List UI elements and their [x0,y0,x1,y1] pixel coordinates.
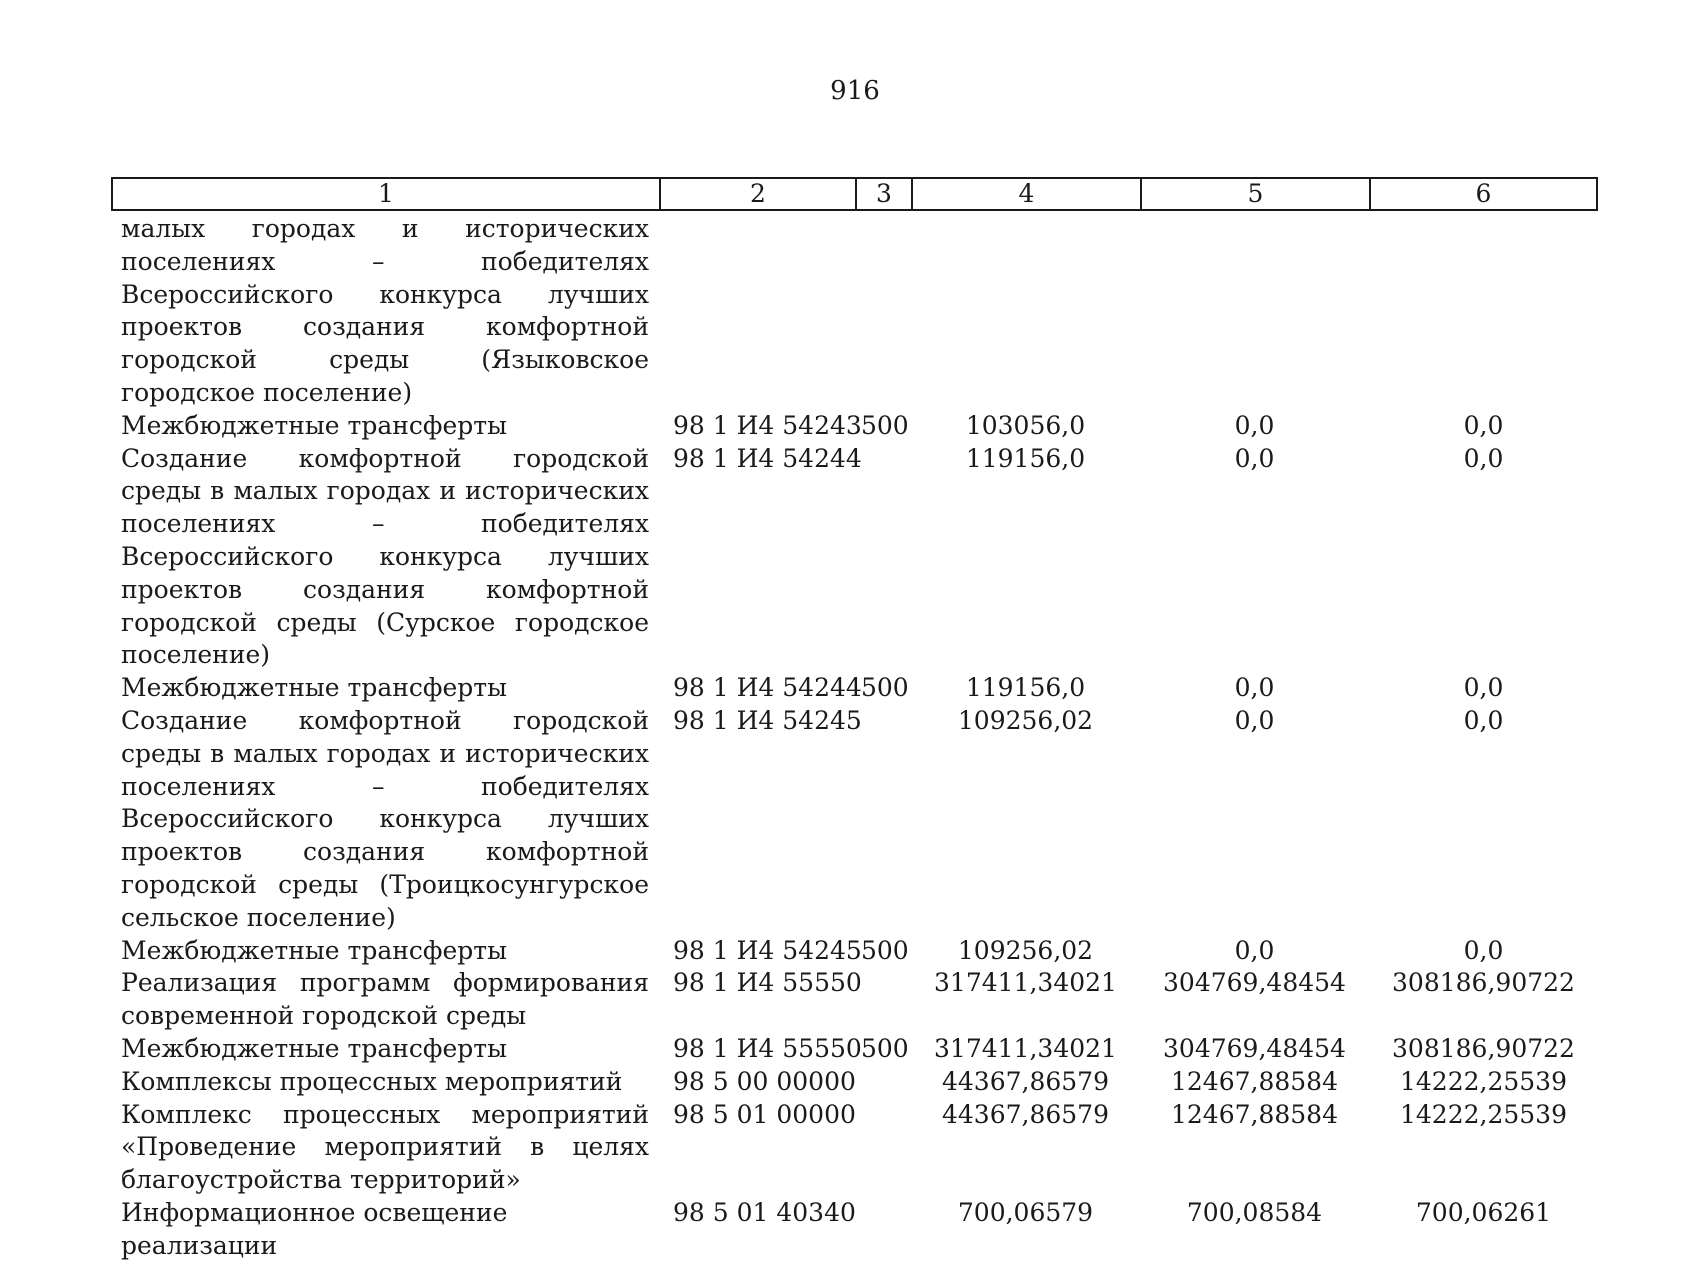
row-code: 98 5 01 40340 [673,1197,856,1227]
row-value-col4: 44367,86579 [941,1066,1109,1096]
row-value-col4: 109256,02 [957,705,1094,735]
row-value-col4: 109256,02 [957,935,1094,965]
row-name: Межбюджетные трансферты [121,410,508,440]
table-row [111,1197,1598,1263]
row-name: Создание комфортной городской среды в малых городах и исторических поселениях – победителях Всероссийского конкурса лучших проектов создания комфортной городской среды (Сурское городское поселение) [121,443,649,670]
row-code: 98 1 И4 54243 [673,410,862,440]
row-value-col5: 0,0 [1234,443,1275,473]
row-value-col6: 308186,90722 [1392,1033,1575,1063]
row-value-col4: 700,06579 [957,1197,1094,1227]
row-type: 500 [861,1033,909,1063]
table-row [111,443,1598,673]
row-name: Реализация программ формирования современной городской среды [121,968,649,1031]
header-col-2: 2 [661,179,857,209]
row-value-col4: 317411,34021 [934,1033,1117,1063]
header-col-6: 6 [1475,179,1492,208]
row-value-col6: 0,0 [1463,443,1504,473]
row-value-col4: 103056,0 [965,410,1086,440]
row-code: 98 1 И4 55550 [673,1033,862,1063]
page-number: 916 [830,76,880,106]
row-value-col5: 0,0 [1234,705,1275,735]
row-value-col4: 119156,0 [965,443,1086,473]
table-row [111,1066,1598,1099]
row-type: 500 [861,935,909,965]
header-col-3: 3 [857,179,913,209]
row-value-col5: 700,08584 [1186,1197,1323,1227]
table-row [111,705,1598,935]
table-row [111,1033,1598,1066]
row-code: 98 1 И4 54244 [673,443,862,473]
row-value-col6: 0,0 [1463,410,1504,440]
row-value-col5: 12467,88584 [1170,1066,1338,1096]
row-name: Создание комфортной городской среды в малых городах и исторических поселениях – победителях Всероссийского конкурса лучших проектов создания комфортной городской среды (Троицкосунгурское сельское поселение) [121,705,649,932]
row-value-col5: 304769,48454 [1163,968,1346,998]
row-name: Информационное освещение реализации [121,1197,508,1260]
table-row [111,1099,1598,1197]
table-row [111,967,1598,1033]
header-col-1: 1 [113,179,661,209]
row-code: 98 5 00 00000 [673,1066,856,1096]
row-name: Межбюджетные трансферты [121,1033,508,1063]
row-value-col6: 700,06261 [1415,1197,1552,1227]
row-value-col5: 12467,88584 [1170,1099,1338,1129]
header-col-4: 4 [913,179,1142,209]
row-value-col5: 0,0 [1234,410,1275,440]
table-row [111,410,1598,443]
row-name: Комплекс процессных мероприятий «Проведение мероприятий в целях благоустройства территорий» [121,1099,649,1195]
row-value-col5: 304769,48454 [1163,1033,1346,1063]
row-value-col6: 308186,90722 [1392,968,1575,998]
row-value-col6: 14222,25539 [1399,1099,1567,1129]
row-code: 98 5 01 00000 [673,1099,856,1129]
row-value-col6: 0,0 [1463,673,1504,703]
row-value-col6: 14222,25539 [1399,1066,1567,1096]
row-value-col6: 0,0 [1463,705,1504,735]
row-code: 98 1 И4 54245 [673,705,862,735]
row-type: 500 [861,410,909,440]
row-value-col4: 44367,86579 [941,1099,1109,1129]
row-code: 98 1 И4 54244 [673,673,862,703]
header-col-5: 5 [1142,179,1371,209]
table-body [111,213,1598,1263]
row-value-col5: 0,0 [1234,673,1275,703]
row-value-col4: 317411,34021 [934,968,1117,998]
row-value-col4: 119156,0 [965,673,1086,703]
table-header [111,177,1598,211]
row-name: Межбюджетные трансферты [121,935,508,965]
table-row [111,672,1598,705]
row-code: 98 1 И4 54245 [673,935,862,965]
row-name: Комплексы процессных мероприятий [121,1066,623,1096]
row-value-col5: 0,0 [1234,935,1275,965]
table-row [111,935,1598,968]
table-row [111,213,1598,410]
row-value-col6: 0,0 [1463,935,1504,965]
row-name: Межбюджетные трансферты [121,673,508,703]
row-type: 500 [861,673,909,703]
row-name: малых городах и исторических поселениях – победителях Всероссийского конкурса лучших проектов создания комфортной городской среды (Языковское городское поселение) [121,214,649,407]
row-code: 98 1 И4 55550 [673,968,862,998]
